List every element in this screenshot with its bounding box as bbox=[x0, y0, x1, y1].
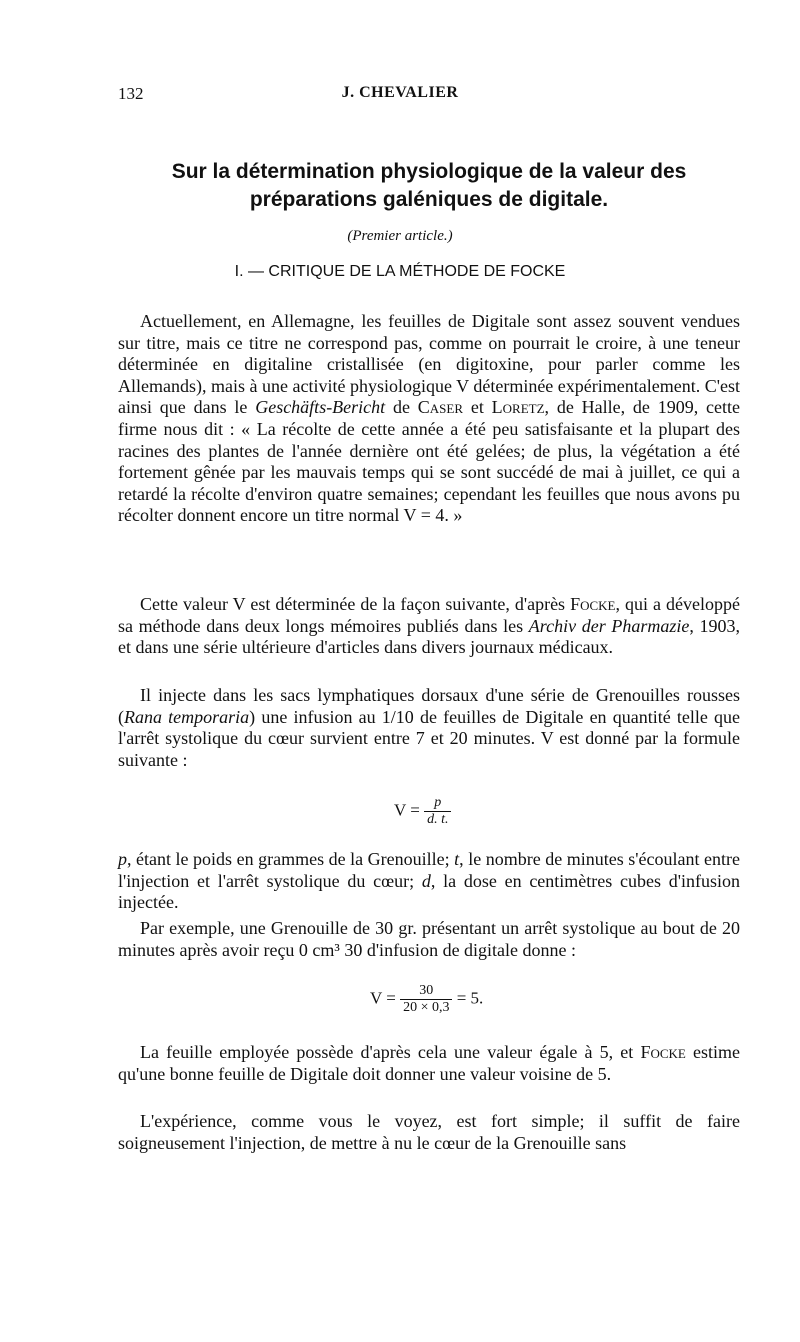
paragraph-1 bbox=[118, 311, 740, 527]
p6-name-focke: Focke bbox=[640, 1042, 686, 1062]
paragraph-3 bbox=[118, 685, 740, 771]
paragraph-5: Par exemple, une Grenouille de 30 gr. présentant un arrêt systolique au bout de 20 minutes après avoir reçu 0 cm³ 30 d'infusion de digitale donne : bbox=[118, 918, 740, 960]
p6-text-b: estime qu'une bonne feuille de Digitale doit donner une valeur voisine de 5. bbox=[118, 1042, 740, 1084]
p1-text-a: Actuellement, en Allemagne, les feuilles de Digitale sont assez souvent vendues sur titre, mais ce titre ne correspond pas, comme on pourrait le croire, à une teneur déterminée en digitaline cristallisée (en digitoxine, pour parler comme les Allemands), mais à une activité physiologique V déterminée expérimentalement. C'est ainsi que dans le bbox=[118, 311, 740, 418]
formula1-numerator: p bbox=[424, 795, 451, 812]
page-number: 132 bbox=[118, 84, 144, 103]
p3-text-a: Il injecte dans les sacs lymphatiques dorsaux d'une série de Grenouilles rousses ( bbox=[118, 685, 740, 727]
formula2-rhs: = 5. bbox=[456, 988, 484, 1008]
formula-example bbox=[0, 983, 800, 1016]
p1-text-b: de bbox=[385, 397, 418, 418]
formula1-fraction bbox=[424, 795, 451, 828]
formula1-denominator: d. t. bbox=[427, 812, 449, 827]
p2-name-focke: Focke bbox=[570, 594, 616, 614]
p2-text-c: , 1903, et dans une série ultérieure d'articles dans divers journaux médicaux. bbox=[118, 615, 740, 658]
p4-var-p: p bbox=[118, 849, 127, 869]
p4-var-t: t bbox=[454, 849, 460, 869]
p4-var-d: d bbox=[421, 870, 431, 891]
article-subtitle: (Premier article.) bbox=[347, 228, 453, 244]
article-title: Sur la détermination physiologique de la valeur des préparations galéniques de digitale. bbox=[171, 160, 687, 211]
p2-text-b: , qui a développé sa méthode dans deux longs mémoires publiés dans les bbox=[118, 594, 740, 636]
p3-species-name: Rana temporaria bbox=[124, 706, 250, 727]
p1-text-d: , de Halle, de 1909, cette firme nous dit : « La récolte de cette année a été peu satisfaisante et la plupart des racines des plantes de l'année dernière ont été gelées; de plus, la végétation a été fortement gênée par les mauvais temps qui se sont succédé de mai à juillet, ce qui a retardé la récolte d'environ quatre semaines; cependant les feuilles que nous avons pu récolter donnent encore un titre normal V = 4. » bbox=[118, 397, 740, 526]
running-head-author: J. CHEVALIER bbox=[341, 84, 459, 101]
p1-work-title: Geschäfts-Bericht bbox=[255, 397, 386, 418]
p1-name-caser: Caser bbox=[417, 397, 464, 418]
p6-text-a: La feuille employée possède d'après cela une valeur égale à 5, et bbox=[140, 1042, 641, 1062]
formula2-fraction bbox=[400, 983, 452, 1016]
paragraph-6 bbox=[118, 1042, 740, 1085]
formula-v-definition bbox=[0, 795, 800, 828]
p4-text-b: , le nombre de minutes s'écoulant entre l'injection et l'arrêt systolique du cœur; bbox=[118, 849, 740, 891]
p1-name-loretz: Loretz bbox=[491, 397, 545, 418]
formula2-lhs: V = bbox=[370, 988, 396, 1008]
paragraph-4 bbox=[118, 849, 740, 914]
p2-text-a: Cette valeur V est déterminée de la façon suivante, d'après bbox=[140, 594, 571, 614]
section-heading: I. — CRITIQUE DE LA MÉTHODE DE FOCKE bbox=[234, 263, 566, 280]
formula1-lhs: V = bbox=[394, 800, 420, 820]
paragraph-7: L'expérience, comme vous le voyez, est fort simple; il suffit de faire soigneusement l'injection, de mettre à nu le cœur de la Grenouille sans bbox=[118, 1111, 740, 1153]
p2-journal-title: Archiv der Pharmazie bbox=[528, 615, 690, 636]
formula2-numerator: 30 bbox=[400, 983, 452, 1000]
p4-text-c: , la dose en centimètres cubes d'infusion injectée. bbox=[118, 870, 740, 913]
formula2-denominator: 20 × 0,3 bbox=[403, 1000, 450, 1015]
p3-text-b: ) une infusion au 1/10 de feuilles de Digitale en quantité telle que l'arrêt systolique du cœur survient entre 7 et 20 minutes. V est donné par la formule suivante : bbox=[118, 706, 741, 770]
running-header bbox=[0, 84, 800, 108]
paragraph-2 bbox=[118, 594, 740, 659]
p4-text-a: , étant le poids en grammes de la Grenouille; bbox=[127, 849, 455, 869]
p1-text-c: et bbox=[463, 397, 492, 418]
